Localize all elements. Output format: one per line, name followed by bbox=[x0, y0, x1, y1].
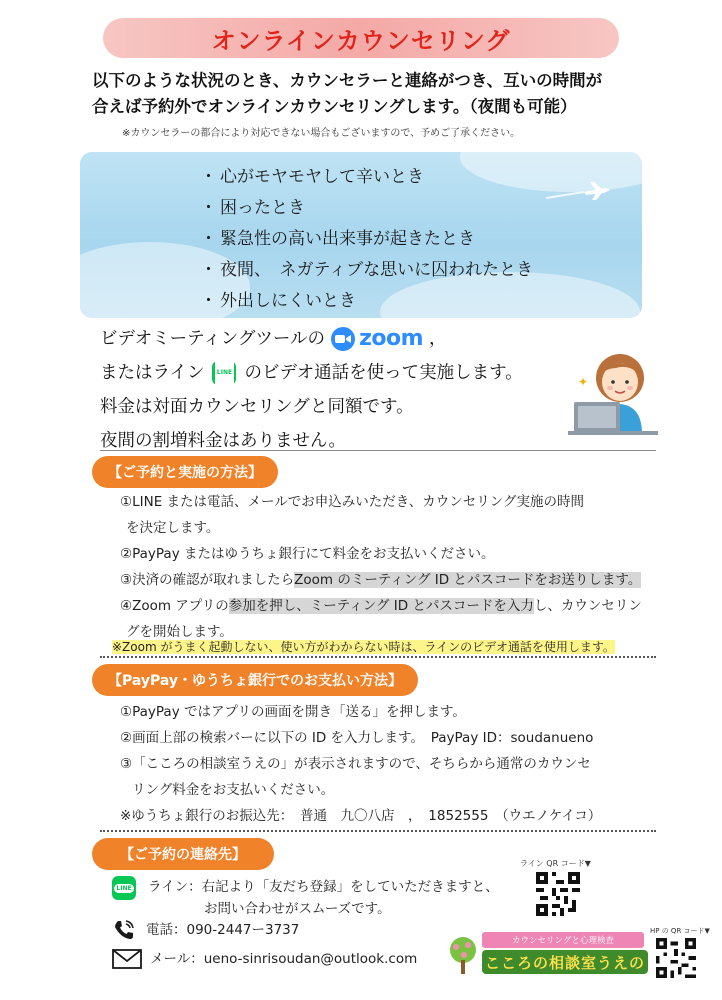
booking-step-4b: グを開始します。 bbox=[126, 624, 233, 640]
phone-icon bbox=[112, 918, 136, 942]
logo-subtitle: カウンセリングと心理検査 bbox=[482, 932, 644, 948]
booking-step-1a: ①LINE または電話、メールでお申込みいただき、カウンセリング実施の時間 bbox=[120, 494, 584, 510]
line-app-icon: LINE bbox=[112, 876, 136, 900]
situations-panel bbox=[80, 152, 642, 318]
email-address[interactable]: メール：ueno-sinrisoudan@outlook.com bbox=[150, 951, 418, 967]
contact-line bbox=[112, 876, 499, 920]
booking-steps bbox=[120, 489, 642, 645]
payment-steps bbox=[120, 699, 601, 829]
contact-mail bbox=[112, 948, 417, 970]
payment-step-3a: ③「こころの相談室うえの」が表示されますので、そちらから通常のカウンセ bbox=[120, 756, 591, 772]
method-description bbox=[100, 322, 523, 458]
contact-phone bbox=[112, 918, 299, 942]
list-item: ・ 夜間、 ネガティブな思いに囚われたとき bbox=[200, 260, 534, 280]
section-heading-booking: 【ご予約と実施の方法】 bbox=[92, 456, 278, 488]
payment-step-3b: リング料金をお支払いください。 bbox=[132, 782, 335, 798]
list-item: ・ 緊急性の高い出来事が起きたとき bbox=[200, 229, 475, 249]
section-heading-contact: 【ご予約の連絡先】 bbox=[92, 838, 274, 870]
divider bbox=[100, 830, 656, 832]
method-line-2a: またはライン bbox=[100, 363, 205, 383]
divider bbox=[100, 656, 656, 658]
divider bbox=[100, 450, 656, 451]
method-line-1b: ， bbox=[429, 329, 447, 349]
counselor-illustration bbox=[568, 346, 658, 436]
contact-line-text-a: ライン：右記より「友だち登録」をしていただきますと、 bbox=[148, 879, 499, 895]
line-app-icon: LINE bbox=[212, 361, 236, 385]
contact-line-text-b: お問い合わせがスムーズです。 bbox=[204, 901, 391, 917]
payment-step-2: ②画面上部の検索バーに以下の ID を入力します。 PayPay ID：soudanueno bbox=[120, 730, 594, 746]
tree-icon bbox=[446, 936, 480, 976]
bank-transfer-info: ※ゆうちょ銀行のお振込先： 普通 九〇八店 ， 1852555 （ウエノケイコ） bbox=[120, 808, 602, 824]
svg-text:✦: ✦ bbox=[578, 375, 589, 389]
hp-qr-label: HP の QR コード▼ bbox=[650, 927, 710, 935]
zoom-logo bbox=[331, 322, 423, 356]
section-heading-payment: 【PayPay・ゆうちょ銀行でのお支払い方法】 bbox=[92, 664, 418, 696]
hp-qr-code[interactable] bbox=[656, 938, 696, 978]
title-banner bbox=[103, 18, 619, 58]
zoom-wordmark: zoom bbox=[359, 326, 424, 351]
list-item: ・ 心がモヤモヤして辛いとき bbox=[200, 167, 424, 187]
intro-text bbox=[92, 68, 652, 120]
airplane-icon bbox=[544, 178, 614, 208]
line-qr-code[interactable] bbox=[536, 872, 580, 916]
phone-number[interactable]: 電話：090-2447ー3737 bbox=[146, 922, 300, 938]
intro-line-1: 以下のような状況のとき、カウンセラーと連絡がつき、互いの時間が bbox=[92, 71, 603, 90]
booking-step-4: ④Zoom アプリの参加を押し、ミーティング ID とパスコードを入力し、カウンセリン bbox=[120, 598, 642, 614]
method-line-3: 料金は対面カウンセリングと同額です。 bbox=[100, 397, 414, 417]
method-line-2b: のビデオ通話を使って実施します。 bbox=[244, 363, 523, 383]
method-line-1a: ビデオミーティングツールの bbox=[100, 329, 326, 349]
booking-step-3: ③決済の確認が取れましたらZoom のミーティング ID とパスコードをお送りします。 bbox=[120, 572, 642, 588]
zoom-warning: ※Zoom がうまく起動しない、使い方がわからない時は、ラインのビデオ通話を使用します。 bbox=[112, 640, 615, 654]
mail-icon bbox=[112, 948, 142, 970]
method-line-4: 夜間の割増料金はありません。 bbox=[100, 431, 347, 451]
page-title: オンラインカウンセリング bbox=[211, 26, 511, 55]
booking-step-1b: を決定します。 bbox=[126, 520, 220, 536]
intro-note: ※カウンセラーの都合により対応できない場合もございますので、予めご了承ください。 bbox=[122, 128, 521, 139]
intro-line-2: 合えば予約外でオンラインカウンセリングします。（夜間も可能） bbox=[92, 97, 577, 116]
line-qr-label: ライン QR コード▼ bbox=[520, 859, 591, 868]
situations-list bbox=[200, 162, 533, 317]
list-item: ・ 困ったとき bbox=[200, 198, 305, 218]
booking-step-2: ②PayPay またはゆうちょ銀行にて料金をお支払いください。 bbox=[120, 546, 495, 562]
brand-logo bbox=[446, 932, 648, 976]
zoom-camera-icon bbox=[331, 327, 355, 351]
list-item: ・ 外出しにくいとき bbox=[200, 291, 356, 311]
payment-step-1: ①PayPay ではアプリの画面を開き「送る」を押します。 bbox=[120, 704, 466, 720]
logo-name: こころの相談室うえの bbox=[482, 950, 648, 974]
